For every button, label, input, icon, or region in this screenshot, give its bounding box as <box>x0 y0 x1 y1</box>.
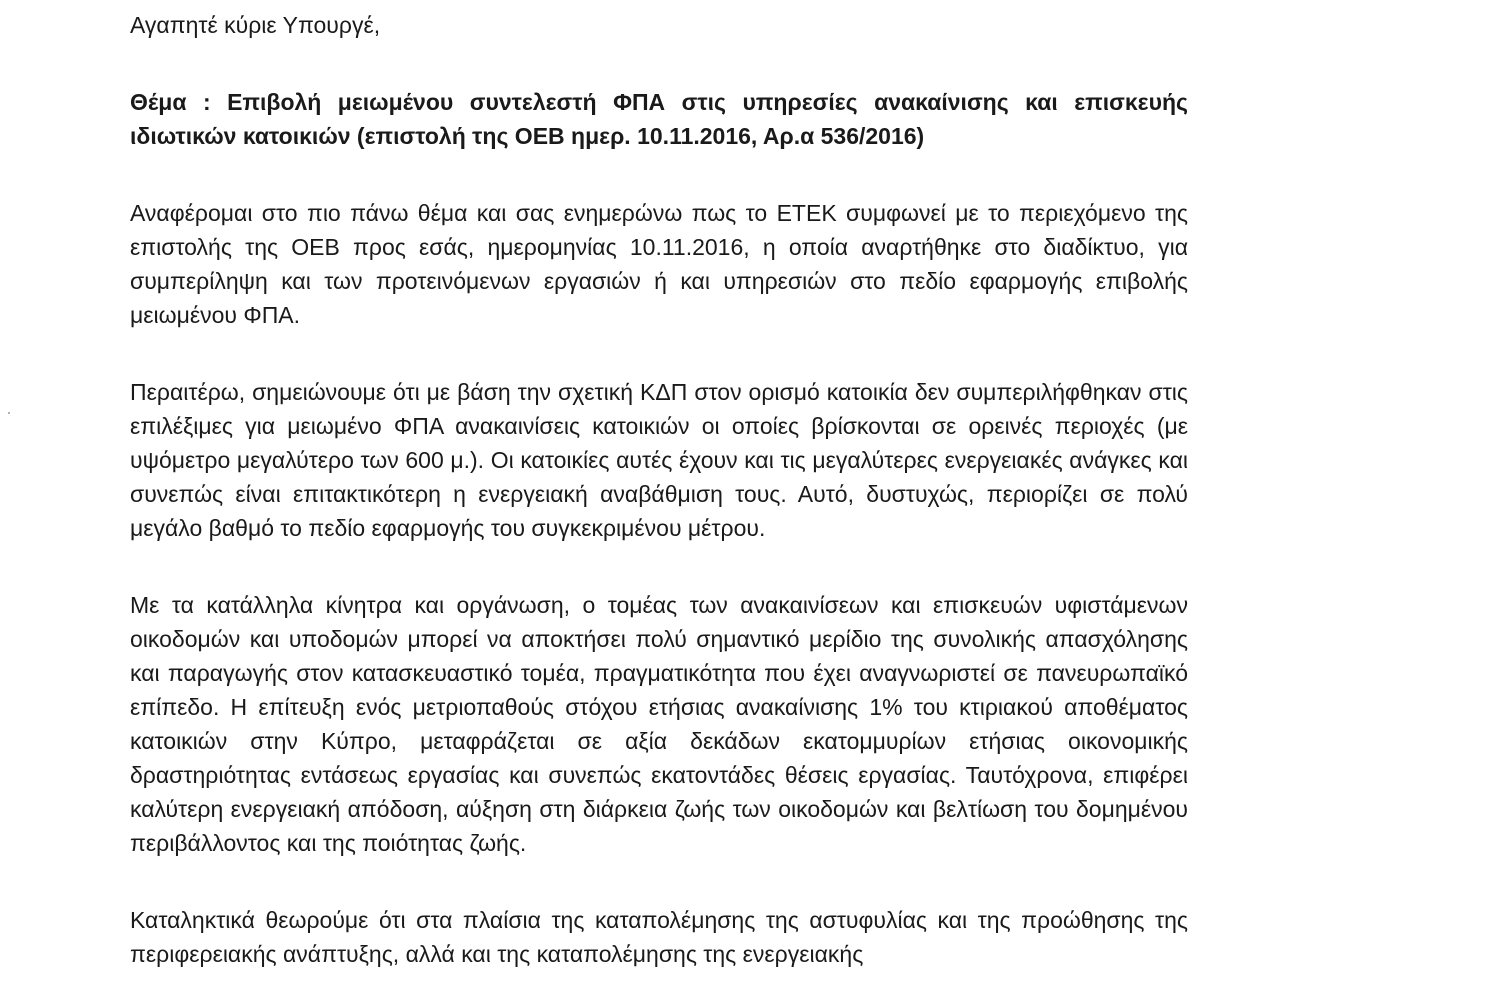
salutation: Αγαπητέ κύριε Υπουργέ, <box>130 12 381 38</box>
subject-line: Θέμα : Επιβολή μειωμένου συντελεστή ΦΠΑ στις υπηρεσίες ανακαίνισης και επισκευής ιδιωτικών κατοικιών (επιστολή της ΟΕΒ ημερ. 10.11.2016, Αρ.α 536/2016) <box>130 89 1188 149</box>
paragraph-mountain-areas: Περαιτέρω, σημειώνουμε ότι με βάση την σχετική ΚΔΠ στον ορισμό κατοικία δεν συμπεριλήφθηκαν στις επιλέξιμες για μειωμένο ΦΠΑ ανακαινίσεις κατοικιών οι οποίες βρίσκονται σε ορεινές περιοχές (με υψόμετρο μεγαλύτερο των 600 μ.). Οι κατοικίες αυτές έχουν και τις μεγαλύτερες ενεργειακές ανάγκες και συνεπώς είναι επιτακτικότερη η ενεργειακή αναβάθμιση τους. Αυτό, δυστυχώς, περιορίζει σε πολύ μεγάλο βαθμό το πεδίο εφαρμογής του συγκεκριμένου μέτρου. <box>130 379 1188 541</box>
letter-body <box>130 8 1188 1000</box>
paragraph-conclusion: Καταληκτικά θεωρούμε ότι στα πλαίσια της καταπολέμησης της αστυφυλίας και της προώθησης της περιφερειακής ανάπτυξης, αλλά και της καταπολέμησης της ενεργειακής <box>130 907 1188 967</box>
paragraph-agreement: Αναφέρομαι στο πιο πάνω θέμα και σας ενημερώνω πως το ΕΤΕΚ συμφωνεί με το περιεχόμενο της επιστολής της ΟΕΒ προς εσάς, ημερομηνίας 10.11.2016, η οποία αναρτήθηκε στο διαδίκτυο, για συμπερίληψη και των προτεινόμενων εργασιών ή και υπηρεσιών στο πεδίο εφαρμογής επιβολής μειωμένου ΦΠΑ. <box>130 200 1188 328</box>
paragraph-renovation-sector: Με τα κατάλληλα κίνητρα και οργάνωση, ο τομέας των ανακαινίσεων και επισκευών υφιστάμενων οικοδομών και υποδομών μπορεί να αποκτήσει πολύ σημαντικό μερίδιο της συνολικής απασχόλησης και παραγωγής στον κατασκευαστικό τομέα, πραγματικότητα που έχει αναγνωριστεί σε πανευρωπαϊκό επίπεδο. Η επίτευξη ενός μετριοπαθούς στόχου ετήσιας ανακαίνισης 1% του κτιριακού αποθέματος κατοικιών στην Κύπρο, μεταφράζεται σε αξία δεκάδων εκατομμυρίων ετήσιας οικονομικής δραστηριότητας εντάσεως εργασίας και συνεπώς εκατοντάδες θέσεις εργασίας. Ταυτόχρονα, επιφέρει καλύτερη ενεργειακή απόδοση, αύξηση στη διάρκεια ζωής των οικοδομών και βελτίωση του δομημένου περιβάλλοντος και της ποιότητας ζωής. <box>130 592 1188 856</box>
scan-speck <box>8 412 10 414</box>
